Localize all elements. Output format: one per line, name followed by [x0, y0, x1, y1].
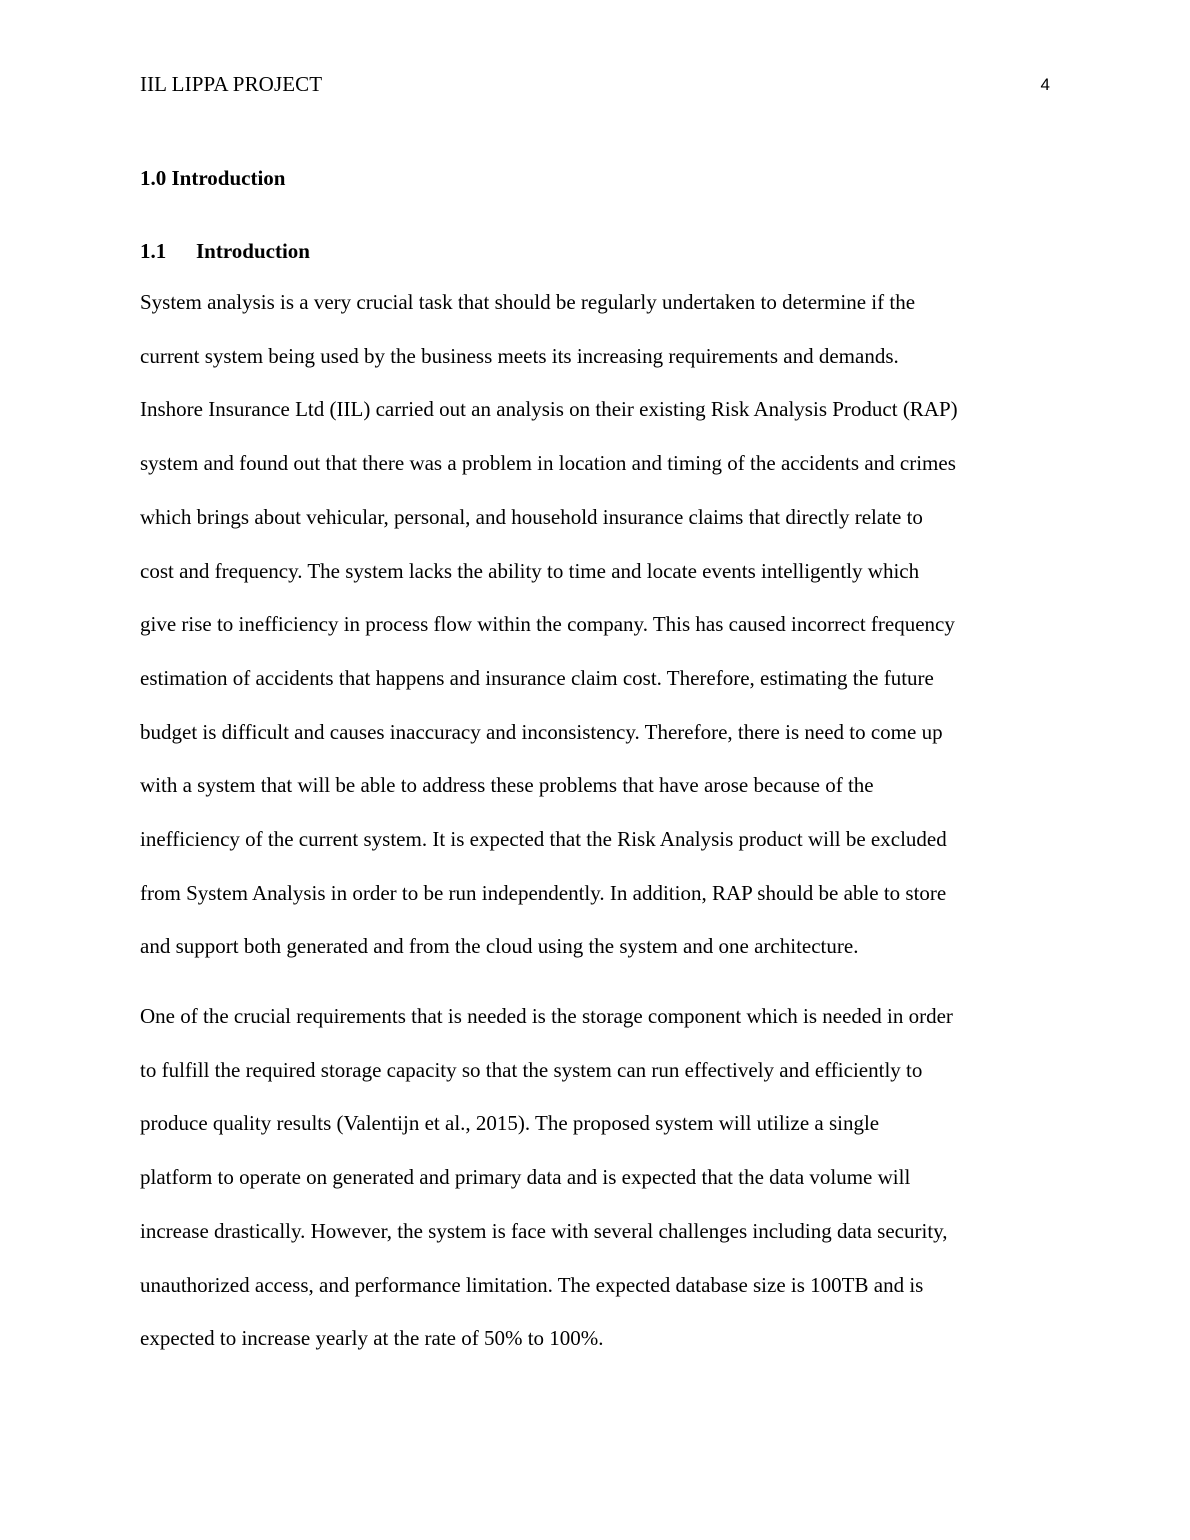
- paragraph-line: expected to increase yearly at the rate of 50% to 100%.: [140, 1326, 604, 1351]
- paragraph-line: system and found out that there was a problem in location and timing of the accidents and crimes: [140, 451, 956, 476]
- paragraph-line: produce quality results (Valentijn et al., 2015). The proposed system will utilize a single: [140, 1111, 880, 1136]
- paragraph-line: increase drastically. However, the system is face with several challenges including data security,: [140, 1218, 948, 1243]
- paragraph-line: System analysis is a very crucial task that should be regularly undertaken to determine if the: [140, 290, 916, 314]
- paragraph-line: give rise to inefficiency in process flow within the company. This has caused incorrect frequency: [140, 612, 955, 637]
- subsection-heading: [140, 238, 310, 264]
- paragraph-line: unauthorized access, and performance limitation. The expected database size is 100TB and is: [140, 1272, 924, 1297]
- paragraph-line: with a system that will be able to address these problems that have arose because of the: [140, 773, 874, 798]
- paragraph-line: which brings about vehicular, personal, and household insurance claims that directly relate to: [140, 504, 923, 529]
- paragraph-line: estimation of accidents that happens and insurance claim cost. Therefore, estimating the future: [140, 665, 934, 690]
- paragraph-line: budget is difficult and causes inaccuracy and inconsistency. Therefore, there is need to come up: [140, 719, 943, 744]
- paragraph-line: and support both generated and from the cloud using the system and one architecture.: [140, 934, 859, 959]
- section-heading: 1.0 Introduction: [140, 166, 286, 190]
- paragraph-1: [140, 276, 1060, 974]
- paragraph-line: from System Analysis in order to be run independently. In addition, RAP should be able to store: [140, 880, 947, 905]
- running-head: IIL LIPPA PROJECT: [140, 72, 323, 96]
- paragraph-line: to fulfill the required storage capacity so that the system can run effectively and efficiently to: [140, 1057, 923, 1082]
- subsection-title: Introduction: [196, 239, 310, 263]
- paragraph-2: [140, 990, 1060, 1366]
- subsection-number: 1.1: [140, 239, 167, 263]
- paragraph-line: One of the crucial requirements that is needed is the storage component which is needed in order: [140, 1004, 953, 1028]
- paragraph-line: platform to operate on generated and primary data and is expected that the data volume will: [140, 1165, 911, 1190]
- paragraph-line: inefficiency of the current system. It is expected that the Risk Analysis product will be excluded: [140, 827, 947, 852]
- paragraph-line: cost and frequency. The system lacks the ability to time and locate events intelligently which: [140, 558, 920, 583]
- paragraph-line: Inshore Insurance Ltd (IIL) carried out an analysis on their existing Risk Analysis Product (RAP): [140, 397, 958, 422]
- paragraph-line: current system being used by the business meets its increasing requirements and demands.: [140, 343, 899, 368]
- page-number: 4: [1040, 75, 1050, 94]
